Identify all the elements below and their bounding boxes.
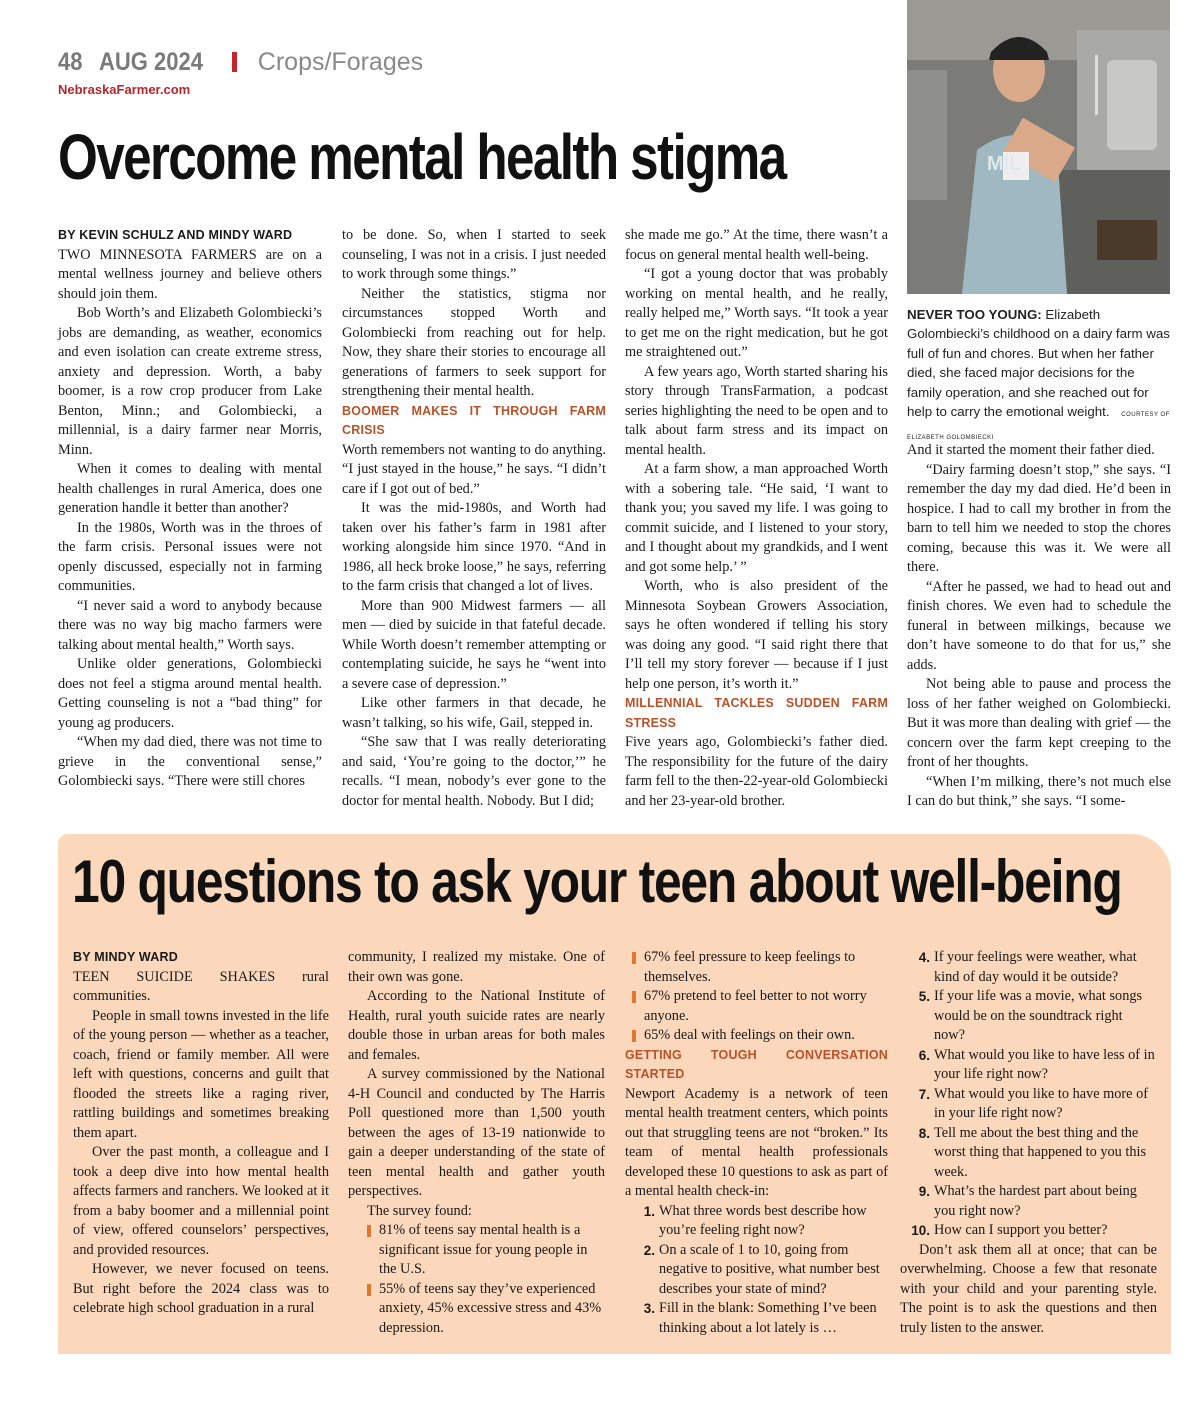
article-column-4	[907, 441, 1171, 812]
list-item: 67% feel pressure to keep feelings to themselves.	[613, 948, 888, 987]
list-item: 55% of teens say they’ve experienced anxiety, 45% excessive stress and 43% depression.	[348, 1280, 605, 1339]
paragraph: “I got a young doctor that was probably working on mental health, and he really, really helped me,” Worth says. “It took a year to get me on the right medication, but he got me straightened out.”	[625, 266, 888, 360]
article-byline: BY KEVIN SCHULZ AND MINDY WARD	[58, 228, 293, 242]
closing-paragraph: Don’t ask them all at once; that can be overwhelming. Choose a few that resonate with your child and your parenting style. The point is to ask the questions and then truly listen to the answer.	[900, 1241, 1157, 1336]
article-photo	[907, 0, 1170, 294]
sidebar-byline: BY MINDY WARD	[73, 950, 178, 964]
question-item: 5. If your life was a movie, what songs would be on the soundtrack right now?	[918, 988, 1143, 1043]
paragraph: Unlike older generations, Golombiecki does not feel a stigma around mental health. Getting counseling is not a “bad thing” for young ag producers.	[58, 656, 322, 731]
caption-lead: NEVER TOO YOUNG:	[907, 307, 1042, 322]
paragraph: “When I’m milking, there’s not much else I can do but think,” she says. “I some-	[907, 773, 1171, 809]
question-item: 6. What would you like to have less of in your life right now?	[918, 1046, 1155, 1082]
paragraph: to be done. So, when I started to seek counseling, I was not in a crisis. I just needed to work through some things.”	[342, 227, 606, 282]
paragraph: Worth, who is also president of the Minnesota Soybean Growers Association, says he often wondered if telling his story was doing any good. “I said right there that I’ll tell my story forever — because if I just help one person, it’s worth it.”	[625, 578, 888, 692]
article-title: Overcome mental health stigma	[58, 121, 786, 193]
list-item: 67% pretend to feel better to not worry anyone.	[613, 987, 888, 1026]
paragraph: It was the mid-1980s, and Worth had taken over his father’s farm in 1981 after working alongside him since 1970. “And in 1986, all heck broke loose,” he says, referring to the farm crisis that changed a lot of lives.	[342, 500, 606, 594]
paragraph: “After he passed, we had to head out and finish chores. We even had to schedule the funeral in between milkings, because we don’t have someone to do that for us,” she adds.	[907, 578, 1171, 673]
paragraph: People in small towns invested in the life of the young person — whether as a teacher, coach, friend or family member. All were left with questions, concerns and guilt that flooded the streets like a raging river, rattling buildings and sometimes breaking them apart.	[73, 1007, 329, 1141]
article-column-2	[342, 226, 606, 811]
article-column-3	[625, 226, 888, 811]
question-item: 9. What’s the hardest part about being you right now?	[918, 1183, 1137, 1219]
question-item: 4. If your feelings were weather, what kind of day would it be outside?	[918, 949, 1137, 985]
question-item: 3. Fill in the blank: Something I’ve been thinking about a lot lately is …	[643, 1300, 877, 1336]
paragraph: TEEN SUICIDE SHAKES rural communities.	[73, 968, 329, 1004]
page-header	[58, 46, 423, 78]
paragraph: TWO MINNESOTA FARMERS are on a mental wellness journey and believe others should join them.	[58, 246, 322, 302]
sidebar-column-2	[348, 948, 605, 1338]
paragraph: Five years ago, Golombiecki’s father died. The responsibility for the future of the dairy farm fell to the then-22-year-old Golombiecki and her 23-year-old brother.	[625, 734, 888, 809]
paragraph: “Dairy farming doesn’t stop,” she says. “I remember the day my dad died. He’d been in hospice. I had to call my brother in from the barn to tell him we needed to stop the chores coming, because this was it. We were all there.	[907, 461, 1171, 575]
question-item: 2. On a scale of 1 to 10, going from negative to positive, what number best describes your state of mind?	[643, 1241, 880, 1297]
paragraph: Like other farmers in that decade, he wasn’t talking, so his wife, Gail, stepped in.	[342, 695, 606, 731]
question-item: 1. What three words best describe how you’re feeling right now?	[643, 1202, 867, 1238]
paragraph: Over the past month, a colleague and I took a deep dive into how mental health affects farmers and ranchers. We looked at it from a baby boomer and a millennial point of view, offered counselors’ perspectives, and provided resources.	[73, 1144, 329, 1258]
paragraph: “I never said a word to anybody because there was no way big macho farmers were talking about mental health,” Worth says.	[58, 597, 322, 653]
paragraph: Neither the statistics, stigma nor circumstances stopped Worth and Golombiecki from reaching out for help. Now, they share their stories to encourage all generations of farmers to seek support for strengthening their mental health.	[342, 285, 606, 399]
sidebar-title: 10 questions to ask your teen about well-being	[72, 848, 1122, 915]
page-number: 48	[58, 48, 83, 76]
survey-list	[348, 1221, 605, 1338]
sidebar-column-4	[900, 948, 1157, 1338]
header-divider	[232, 52, 237, 72]
survey-list-continued	[613, 948, 888, 1046]
paragraph: When it comes to dealing with mental health challenges in rural America, does one generation handle it better than another?	[58, 461, 322, 516]
paragraph: In the 1980s, Worth was in the throes of the farm crisis. Personal issues were not openly discussed, especially not in farming communities.	[58, 519, 322, 594]
questions-list-continued	[900, 948, 1157, 1241]
paragraph: And it started the moment their father died.	[907, 442, 1155, 458]
shirt-text: MIL	[987, 153, 1022, 175]
site-link[interactable]: NebraskaFarmer.com	[58, 82, 191, 97]
list-item: 81% of teens say mental health is a significant issue for young people in the U.S.	[348, 1221, 605, 1280]
paragraph: More than 900 Midwest farmers — all men — died by suicide in that fateful decade. While Worth doesn’t remember attempting or contemplating suicide, he says he “went into a severe case of depression.”	[342, 597, 606, 692]
sidebar-column-1	[73, 948, 329, 1319]
subhead-millennial: MILLENNIAL TACKLES SUDDEN FARM STRESS	[625, 696, 888, 730]
section-label: Crops/Forages	[257, 48, 424, 76]
article-column-1	[58, 226, 322, 792]
questions-list	[625, 1202, 888, 1339]
caption-text: Elizabeth Golombiecki’s childhood on a dairy farm was full of fun and chores. But when her father died, she faced major decisions for the family operation, and she reached out for help to carry the emotional weight.	[907, 307, 1170, 420]
subhead-conversation: GETTING TOUGH CONVERSATION STARTED	[625, 1047, 888, 1081]
paragraph: “She saw that I was really deteriorating and said, ‘You’re going to the doctor,’” he recalls. “I mean, nobody’s ever gone to the doctor for mental health. Nobody. But I did;	[342, 734, 606, 809]
list-item: 65% deal with feelings on their own.	[613, 1026, 888, 1046]
sidebar-column-3	[625, 948, 888, 1338]
paragraph: A survey commissioned by the National 4-H Council and conducted by The Harris Poll questioned more than 1,500 youth between the ages of 13-19 nationwide to gain a deeper understanding of the state of teen mental health and gather youth perspectives.	[348, 1066, 605, 1199]
paragraph: she made me go.” At the time, there wasn’t a focus on general mental health well-being.	[625, 227, 888, 263]
paragraph: The survey found:	[367, 1202, 472, 1219]
paragraph: Worth remembers not wanting to do anything. “I just stayed in the house,” he says. “I didn’t care if I got out of bed.”	[342, 441, 606, 497]
paragraph: community, I realized my mistake. One of their own was gone.	[348, 949, 605, 985]
paragraph: Bob Worth’s and Elizabeth Golombiecki’s jobs are demanding, as weather, economics and even isolation can create extreme stress, anxiety and depression. Worth, a baby boomer, is a row crop producer from Lake Benton, Minn.; and Golombiecki, a millennial, is a dairy farmer near Morris, Minn.	[58, 305, 322, 458]
paragraph: “When my dad died, there was not time to grieve in the conventional sense,” Golombiecki says. “There were still chores	[58, 734, 322, 789]
photo-credit: COURTESY OF ELIZABETH GOLOMBIECKI	[907, 412, 1170, 442]
photo-caption	[907, 305, 1172, 449]
paragraph: According to the National Institute of Health, rural youth suicide rates are nearly double those in urban areas for both males and females.	[348, 988, 605, 1063]
paragraph: A few years ago, Worth started sharing his story through TransFarmation, a podcast series highlighting the need to be open and to talk about farm stress and its impact on mental health.	[625, 363, 888, 458]
issue-date: AUG 2024	[98, 48, 203, 76]
question-item: 10. How can I support you better?	[911, 1222, 1108, 1238]
subhead-boomer: BOOMER MAKES IT THROUGH FARM CRISIS	[342, 403, 606, 437]
dairy-worker-photo	[907, 0, 1170, 294]
question-item: 7. What would you like to have more of in your life right now?	[918, 1085, 1148, 1121]
paragraph: Not being able to pause and process the loss of her father weighed on Golombiecki. But it was more than dealing with grief — the concern over the farm kept creeping to the front of her thoughts.	[907, 676, 1171, 770]
paragraph: However, we never focused on teens. But right before the 2024 class was to celebrate high school graduation in a rural	[73, 1261, 329, 1316]
question-item: 8. Tell me about the best thing and the worst thing that happened to you this week.	[918, 1124, 1147, 1180]
paragraph: At a farm show, a man approached Worth with a sobering tale. “He said, ‘I want to thank you; you saved my life. I was going to commit suicide, and I listened to your story, and I thought about my grandkids, and I went and got some help.’ ”	[625, 461, 888, 575]
paragraph: Newport Academy is a network of teen mental health treatment centers, which points out that struggling teens are not “broken.” Its team of mental health professionals developed these 10 questions to ask as part of a mental health check-in:	[625, 1085, 888, 1199]
